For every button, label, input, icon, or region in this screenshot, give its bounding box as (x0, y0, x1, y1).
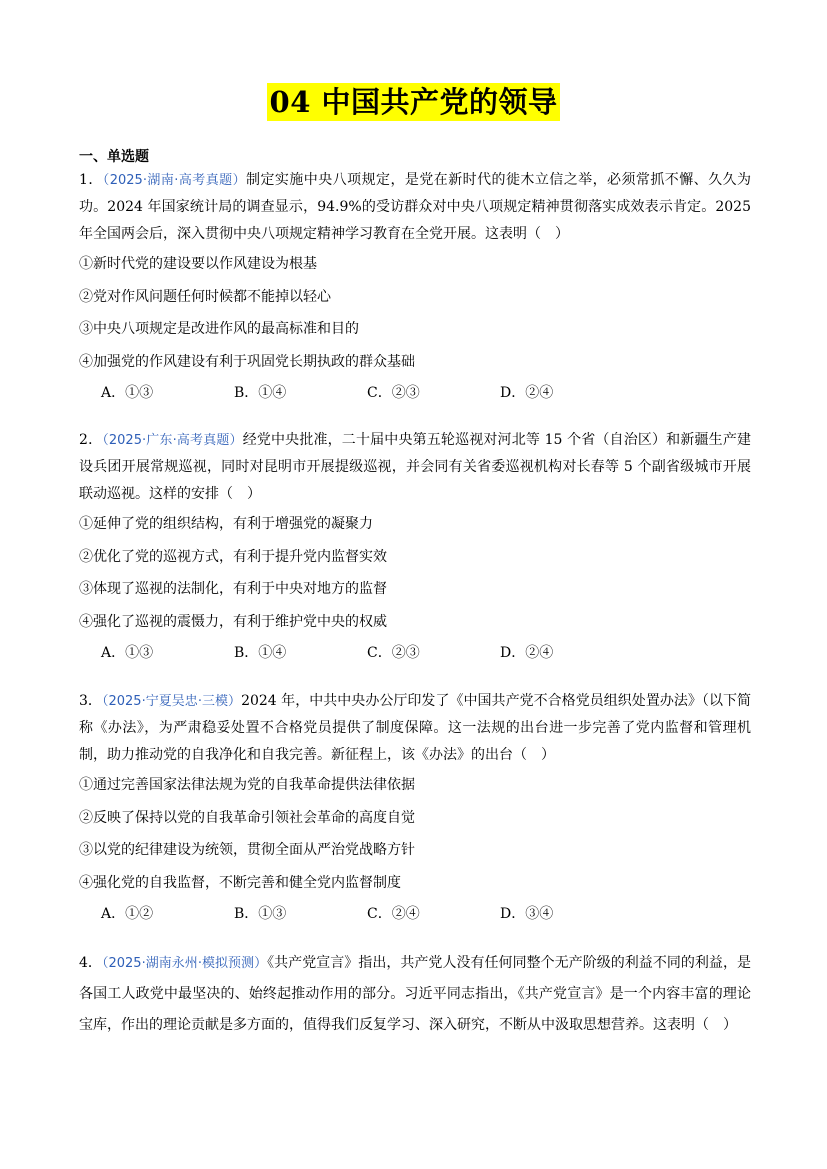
question-text: 《共产党宣言》指出，共产党人没有任何同整个无产阶级的利益不同的利益，是各国工人政党中最坚决的、始终起推动作用的部分。习近平同志指出，《共产党宣言》是一个内容丰富的理论宝库，作出的理论贡献是多方面的，值得我们反复学习、深入研究，不断从中汲取思想营养。这表明（ ） (79, 955, 751, 1033)
choice-c: C．②③ (367, 645, 420, 661)
question-source: （2025·湖南永州·模拟预测） (101, 956, 268, 971)
question-number: 2． (79, 432, 103, 448)
answer-choices (79, 378, 751, 408)
choice-a: A．①③ (101, 385, 154, 401)
choice-d: D．②④ (500, 645, 554, 661)
question-stem (79, 427, 751, 508)
statement-option: ②优化了党的巡视方式，有利于提升党内监督实效 (79, 548, 387, 565)
question-2 (79, 427, 751, 668)
statement-option: ③以党的纪律建设为统领，贯彻全面从严治党战略方针 (79, 842, 415, 858)
statement-option: ②反映了保持以党的自我革命引领社会革命的高度自觉 (79, 809, 415, 826)
question-number: 4． (79, 955, 102, 971)
question-stem (79, 167, 751, 248)
choice-c: C．②③ (367, 385, 420, 401)
question-number: 1． (79, 172, 103, 188)
answer-choices (79, 638, 751, 668)
question-text: 制定实施中央八项规定，是党在新时代的徙木立信之举，必须常抓不懈、久久为功。2024 年国家统计局的调查显示，94.9%的受访群众对中央八项规定精神贯彻落实成效表示肯定。2025 年全国两会后，深入贯彻中央八项规定精神学习教育在全党开展。这表明（ ） (79, 172, 751, 242)
question-4 (79, 948, 751, 1041)
choice-a: A．①③ (101, 645, 154, 661)
title-area (0, 83, 827, 121)
statement-option: ③体现了巡视的法制化，有利于中央对地方的监督 (79, 581, 387, 597)
question-3 (79, 688, 751, 929)
statement-option: ②党对作风问题任何时候都不能掉以轻心 (79, 288, 331, 305)
statement-option: ④强化党的自我监督，不断完善和健全党内监督制度 (79, 874, 401, 891)
statement-option: ③中央八项规定是改进作风的最高标准和目的 (79, 321, 359, 337)
question-text: 经党中央批准，二十届中央第五轮巡视对河北等 15 个省（自治区）和新疆生产建设兵团开展常规巡视，同时对昆明市开展提级巡视，并会同有关省委巡视机构对长春等 5 个副省级城市开展联动巡视。这样的安排（ ） (79, 432, 751, 502)
choice-b: B．①④ (234, 645, 287, 661)
question-source: （2025·广东·高考真题） (102, 433, 243, 448)
statement-option: ①延伸了党的组织结构，有利于增强党的凝聚力 (79, 516, 373, 532)
choice-d: D．②④ (500, 385, 554, 401)
question-source: （2025·宁夏吴忠·三模） (101, 694, 242, 709)
choice-c: C．②④ (367, 906, 420, 922)
question-1 (79, 167, 751, 408)
question-stem (79, 948, 751, 1041)
choice-d: D．③④ (500, 906, 554, 922)
question-stem (79, 688, 751, 769)
answer-choices (79, 899, 751, 929)
choice-a: A．①② (101, 906, 154, 922)
section-heading: 一、单选题 (79, 149, 149, 165)
page-title: 04 中国共产党的领导 (267, 83, 561, 121)
question-source: （2025·湖南·高考真题） (102, 173, 247, 188)
question-text: 2024 年，中共中央办公厅印发了《中国共产党不合格党员组织处置办法》（以下简称《办法》，为严肃稳妥处置不合格党员提供了制度保障。这一法规的出台进一步完善了党内监督和管理机制，助力推动党的自我净化和自我完善。新征程上，该《办法》的出台（ ） (79, 693, 751, 763)
statement-option: ④加强党的作风建设有利于巩固党长期执政的群众基础 (79, 353, 415, 370)
choice-b: B．①③ (234, 906, 287, 922)
statement-option: ①新时代党的建设要以作风建设为根基 (79, 256, 317, 272)
statement-option: ①通过完善国家法律法规为党的自我革命提供法律依据 (79, 777, 415, 793)
statement-option: ④强化了巡视的震慑力，有利于维护党中央的权威 (79, 613, 387, 630)
question-number: 3． (79, 693, 102, 709)
choice-b: B．①④ (234, 385, 287, 401)
